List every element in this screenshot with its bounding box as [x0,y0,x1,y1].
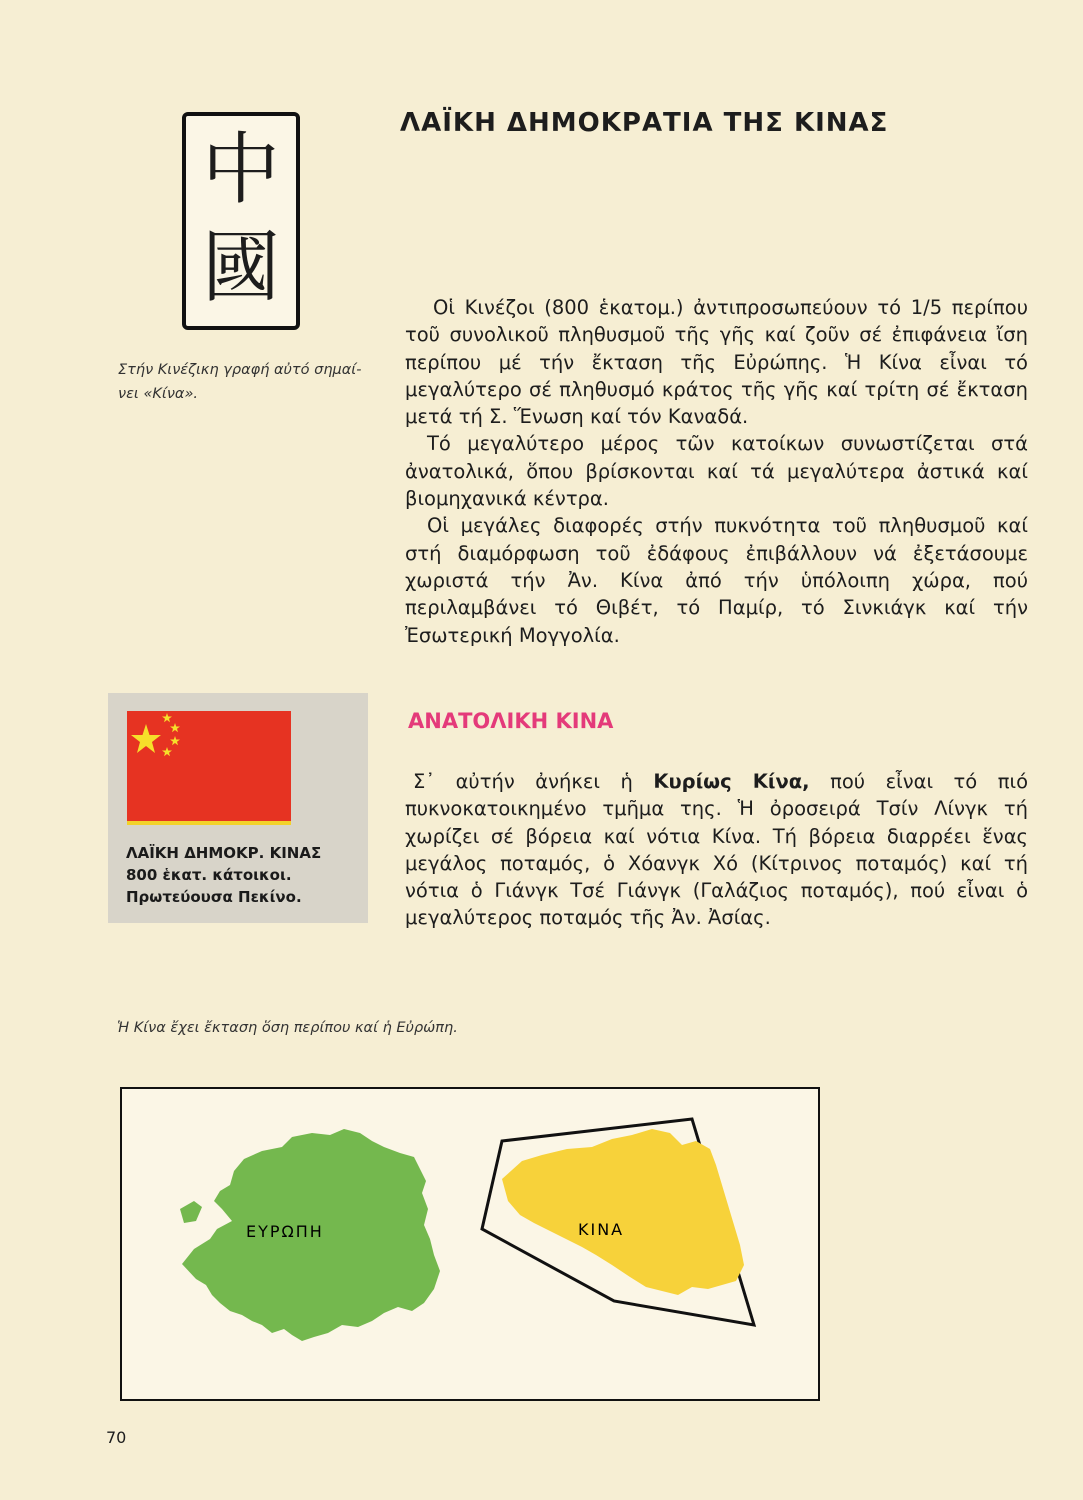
section-title: ΑΝΑΤΟΛΙΚΗ ΚΙΝΑ [408,709,614,733]
section-text-start: Σ᾽ αὐτήν ἀνήκει ἡ [413,770,654,793]
europe-label: ΕΥΡΩΠΗ [246,1222,324,1241]
section-text-rest: πού εἶναι τό πιό πυκνοκατοικημένο τμῆμα της. Ἡ ὀροσειρά Τσίν Λίνγκ τή χωρίζει σέ βόρεια καί νότια Κίνα. Τή βόρεια διαρρέει ἕνας μεγάλος ποταμός, ὁ Χόανγκ Χό (Κίτρινος ποταμός) καί τή νότια ὁ Γιάνγκ Τσέ Γιάνγκ (Γαλάζιος ποταμός), πού εἶναι ὁ μεγαλύτερος ποταμός τῆς Ἀν. Ἀσίας. [405,770,1029,930]
section-paragraph [405,768,1028,932]
flag-card-text [126,842,356,908]
page-title: ΛΑΪΚΗ ΔΗΜΟΚΡΑΤΙΑ ΤΗΣ ΚΙΝΑΣ [400,108,889,138]
chinese-characters-logo [182,112,300,330]
logo-char-top: 中 [201,125,280,215]
intro-paragraph: Τό μεγαλύτερο μέρος τῶν κατοίκων συνωστίζεται στά ἀνατολικά, ὅπου βρίσκονται καί τά μεγαλύτερα ἀστικά καί βιομηχανικά κέντρα. [405,432,1028,511]
intro-paragraph: Οἱ Κινέζοι (800 ἑκατομ.) ἀντιπροσωπεύουν τό 1/5 περίπου τοῦ συνολικοῦ πληθυσμοῦ τῆς γῆς καί ζοῦν σέ ἐπιφάνεια ἴση περίπου μέ τήν ἔκταση τῆς Εὐρώπης. Ἡ Κίνα εἶναι τό μεγαλύτερο σέ πληθυσμό κράτος τῆς γῆς καί τρίτη σέ ἔκταση μετά τή Σ. Ἕνωση καί τόν Καναδά. [405,296,1028,429]
flag-card-capital: Πρωτεύουσα Πεκίνο. [126,888,302,906]
comparison-map-drawing [122,1089,818,1399]
map-caption: Ἡ Κίνα ἔχει ἔκταση ὅση περίπου καί ἡ Εὐρώπη. [117,1020,458,1036]
logo-char-bottom: 國 [201,223,280,313]
logo-caption: Στήν Κινέζικη γραφή αὐτό σημαί-νει «Κίνα». [118,362,362,402]
flag-card-population: 800 ἑκατ. κάτοικοι. [126,866,292,884]
section-text-bold: Κυρίως Κίνα, [653,770,810,793]
flag-stars-icon [127,711,291,821]
china-shape [502,1129,744,1295]
intro-paragraph: Οἱ μεγάλες διαφορές στήν πυκνότητα τοῦ πληθυσμοῦ καί στή διαμόρφωση τοῦ ἐδάφους ἐπιβάλλουν νά ἐξετάσουμε χωριστά τήν Ἀν. Κίνα ἀπό τήν ὑπόλοιπη χώρα, πού περιλαμβάνει τό Θιβέτ, τό Παμίρ, τό Σινκιάγκ καί τήν Ἐσωτερική Μογγολία. [405,514,1028,647]
comparison-map [120,1087,820,1401]
europe-island [180,1201,202,1223]
china-flag [127,711,291,825]
intro-text [405,294,1028,649]
page-number: 70 [106,1428,127,1447]
section-text [405,768,1028,932]
china-label: ΚΙΝΑ [578,1220,625,1239]
flag-card-country: ΛΑΪΚΗ ΔΗΜΟΚΡ. ΚΙΝΑΣ [126,844,322,862]
